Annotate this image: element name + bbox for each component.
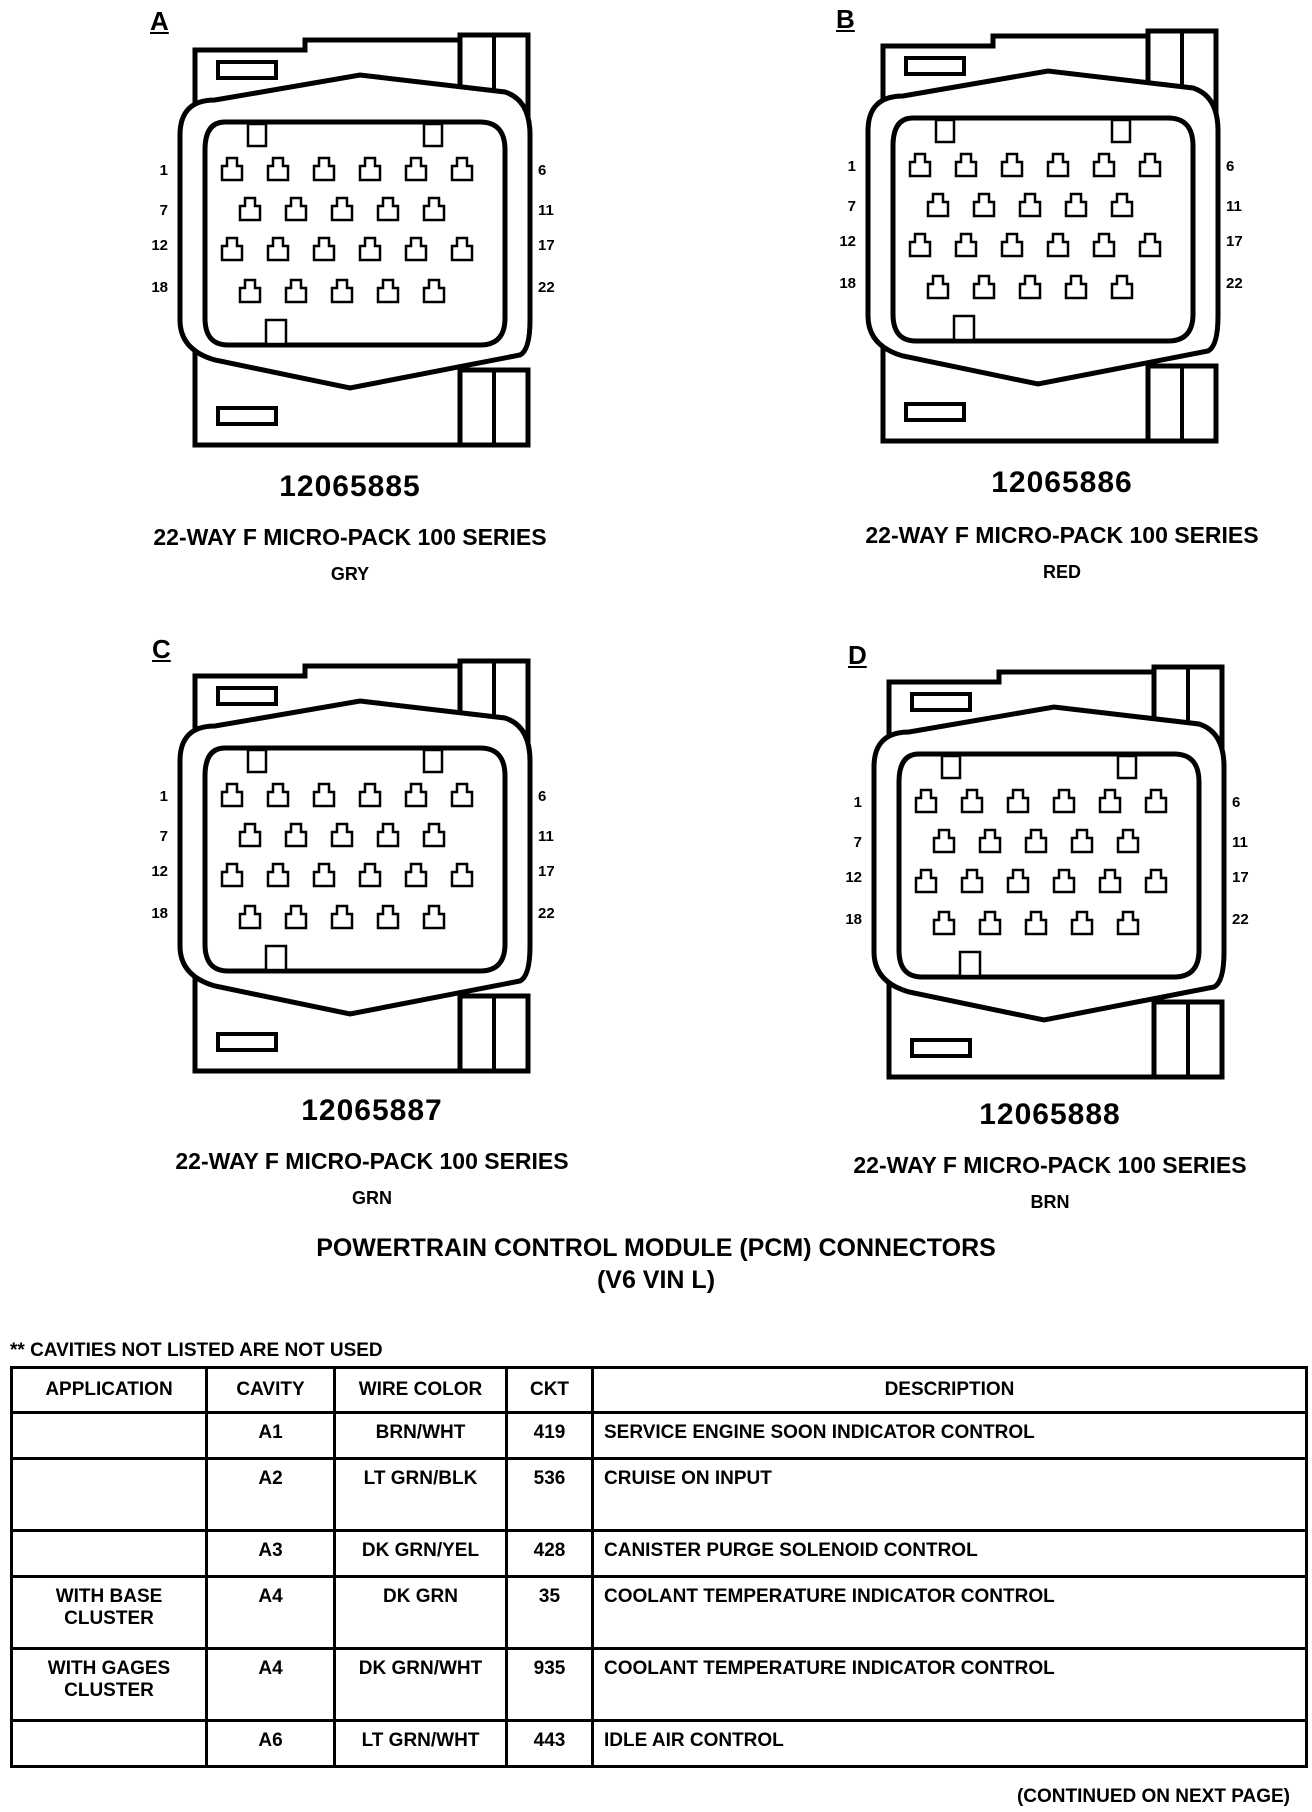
cell-description: CRUISE ON INPUT xyxy=(593,1459,1307,1531)
pin-label-left: 18 xyxy=(151,905,168,922)
connector-b-letter: B xyxy=(836,4,855,34)
table-row xyxy=(12,1531,1307,1577)
key-notch xyxy=(954,316,974,340)
pcm-connectors-title xyxy=(0,1232,1312,1296)
connector-c-description: 22-WAY F MICRO-PACK 100 SERIES xyxy=(175,1148,569,1174)
connector-b-color: RED xyxy=(1042,562,1081,582)
cell-wire-color: LT GRN/WHT xyxy=(335,1721,507,1767)
pin-label-left: 18 xyxy=(845,911,862,928)
cell-ckt: 443 xyxy=(507,1721,593,1767)
inner-face xyxy=(205,122,505,345)
pin-label-left: 1 xyxy=(159,788,168,805)
inner-face xyxy=(205,748,505,971)
cell-application xyxy=(12,1531,207,1577)
cell-wire-color: DK GRN/WHT xyxy=(335,1649,507,1721)
connector-d-part-number: 12065888 xyxy=(979,1098,1121,1131)
cell-description: CANISTER PURGE SOLENOID CONTROL xyxy=(593,1531,1307,1577)
pin-label-right: 17 xyxy=(1232,869,1249,886)
pin-label-right: 22 xyxy=(538,905,555,922)
pin-label-right: 17 xyxy=(1226,233,1243,250)
connector-b-description: 22-WAY F MICRO-PACK 100 SERIES xyxy=(865,522,1259,548)
connector-c-letter: C xyxy=(152,634,171,664)
connector-c-face xyxy=(151,661,554,1071)
connector-a-face xyxy=(151,35,554,445)
connector-a-description: 22-WAY F MICRO-PACK 100 SERIES xyxy=(153,524,547,550)
bottom-key-slot xyxy=(912,1040,970,1056)
pcm-pinout-table xyxy=(10,1366,1308,1768)
connector-b-face xyxy=(839,31,1242,441)
pin-label-right: 6 xyxy=(1226,158,1235,175)
pin-label-left: 12 xyxy=(151,863,168,880)
pin-label-left: 7 xyxy=(159,202,168,219)
pin-label-left: 1 xyxy=(853,794,862,811)
cell-description: COOLANT TEMPERATURE INDICATOR CONTROL xyxy=(593,1649,1307,1721)
pin-label-right: 11 xyxy=(538,828,554,845)
cell-application: WITH BASE CLUSTER xyxy=(12,1577,207,1649)
table-header-row xyxy=(12,1368,1307,1413)
cell-description: SERVICE ENGINE SOON INDICATOR CONTROL xyxy=(593,1413,1307,1459)
table-row xyxy=(12,1577,1307,1649)
cell-wire-color: DK GRN/YEL xyxy=(335,1531,507,1577)
pin-label-right: 17 xyxy=(538,237,555,254)
key-notch xyxy=(266,946,286,970)
pin-label-right: 17 xyxy=(538,863,555,880)
pin-label-left: 12 xyxy=(845,869,862,886)
cell-application: WITH GAGES CLUSTER xyxy=(12,1649,207,1721)
key-notch xyxy=(424,750,442,772)
connector-c-color: GRN xyxy=(352,1188,392,1208)
cell-application xyxy=(12,1413,207,1459)
inner-face xyxy=(893,118,1193,341)
pin-label-left: 1 xyxy=(159,162,168,179)
top-key-slot xyxy=(912,694,970,710)
cell-ckt: 419 xyxy=(507,1413,593,1459)
pin-label-right: 11 xyxy=(1226,198,1242,215)
cell-ckt: 536 xyxy=(507,1459,593,1531)
connector-a-letter: A xyxy=(150,6,169,36)
pin-label-right: 22 xyxy=(1232,911,1249,928)
top-key-slot xyxy=(218,62,276,78)
connector-a-part-number: 12065885 xyxy=(279,470,421,503)
pin-label-right: 11 xyxy=(1232,834,1248,851)
connector-b-part-number: 12065886 xyxy=(991,466,1133,499)
continued-note: (CONTINUED ON NEXT PAGE) xyxy=(1016,1786,1290,1807)
key-notch xyxy=(248,124,266,146)
key-notch xyxy=(1118,756,1136,778)
title-line-2: (V6 VIN L) xyxy=(596,1266,716,1294)
pin-label-left: 18 xyxy=(151,279,168,296)
cell-ckt: 35 xyxy=(507,1577,593,1649)
connector-d-face xyxy=(845,667,1248,1077)
connector-c-part-number: 12065887 xyxy=(301,1094,443,1127)
cell-wire-color: BRN/WHT xyxy=(335,1413,507,1459)
cell-cavity: A4 xyxy=(207,1649,335,1721)
cell-cavity: A1 xyxy=(207,1413,335,1459)
header-wire-color: WIRE COLOR xyxy=(335,1368,507,1413)
pin-label-left: 18 xyxy=(839,275,856,292)
top-key-slot xyxy=(218,688,276,704)
top-key-slot xyxy=(906,58,964,74)
header-description: DESCRIPTION xyxy=(593,1368,1307,1413)
unused-cavities-note: ** CAVITIES NOT LISTED ARE NOT USED xyxy=(10,1340,383,1361)
table-row xyxy=(12,1721,1307,1767)
cell-cavity: A2 xyxy=(207,1459,335,1531)
table-row xyxy=(12,1459,1307,1531)
pin-label-left: 1 xyxy=(847,158,856,175)
pin-label-left: 7 xyxy=(847,198,856,215)
bottom-key-slot xyxy=(218,408,276,424)
key-notch xyxy=(942,756,960,778)
connector-d-color: BRN xyxy=(1030,1192,1070,1212)
key-notch xyxy=(424,124,442,146)
header-ckt: CKT xyxy=(507,1368,593,1413)
pin-label-right: 6 xyxy=(538,788,547,805)
pin-label-right: 11 xyxy=(538,202,554,219)
key-notch xyxy=(1112,120,1130,142)
cell-ckt: 935 xyxy=(507,1649,593,1721)
key-notch xyxy=(266,320,286,344)
cell-wire-color: DK GRN xyxy=(335,1577,507,1649)
inner-face xyxy=(899,754,1199,977)
table-row xyxy=(12,1413,1307,1459)
key-notch xyxy=(936,120,954,142)
connector-a-color: GRY xyxy=(330,564,370,584)
cell-cavity: A6 xyxy=(207,1721,335,1767)
connector-d-description: 22-WAY F MICRO-PACK 100 SERIES xyxy=(853,1152,1247,1178)
table-row xyxy=(12,1649,1307,1721)
pin-label-left: 12 xyxy=(151,237,168,254)
key-notch xyxy=(248,750,266,772)
pin-label-right: 22 xyxy=(1226,275,1243,292)
pin-label-left: 7 xyxy=(159,828,168,845)
cell-ckt: 428 xyxy=(507,1531,593,1577)
connector-d-letter: D xyxy=(848,640,867,670)
header-cavity: CAVITY xyxy=(207,1368,335,1413)
bottom-key-slot xyxy=(218,1034,276,1050)
pin-label-left: 7 xyxy=(853,834,862,851)
pin-label-left: 12 xyxy=(839,233,856,250)
cell-cavity: A3 xyxy=(207,1531,335,1577)
pin-label-right: 6 xyxy=(538,162,547,179)
header-application: APPLICATION xyxy=(12,1368,207,1413)
cell-description: COOLANT TEMPERATURE INDICATOR CONTROL xyxy=(593,1577,1307,1649)
key-notch xyxy=(960,952,980,976)
pin-label-right: 6 xyxy=(1232,794,1241,811)
pin-label-right: 22 xyxy=(538,279,555,296)
cell-description: IDLE AIR CONTROL xyxy=(593,1721,1307,1767)
cell-wire-color: LT GRN/BLK xyxy=(335,1459,507,1531)
title-line-1: POWERTRAIN CONTROL MODULE (PCM) CONNECTORS xyxy=(316,1234,996,1262)
bottom-key-slot xyxy=(906,404,964,420)
cell-cavity: A4 xyxy=(207,1577,335,1649)
cell-application xyxy=(12,1459,207,1531)
cell-application xyxy=(12,1721,207,1767)
